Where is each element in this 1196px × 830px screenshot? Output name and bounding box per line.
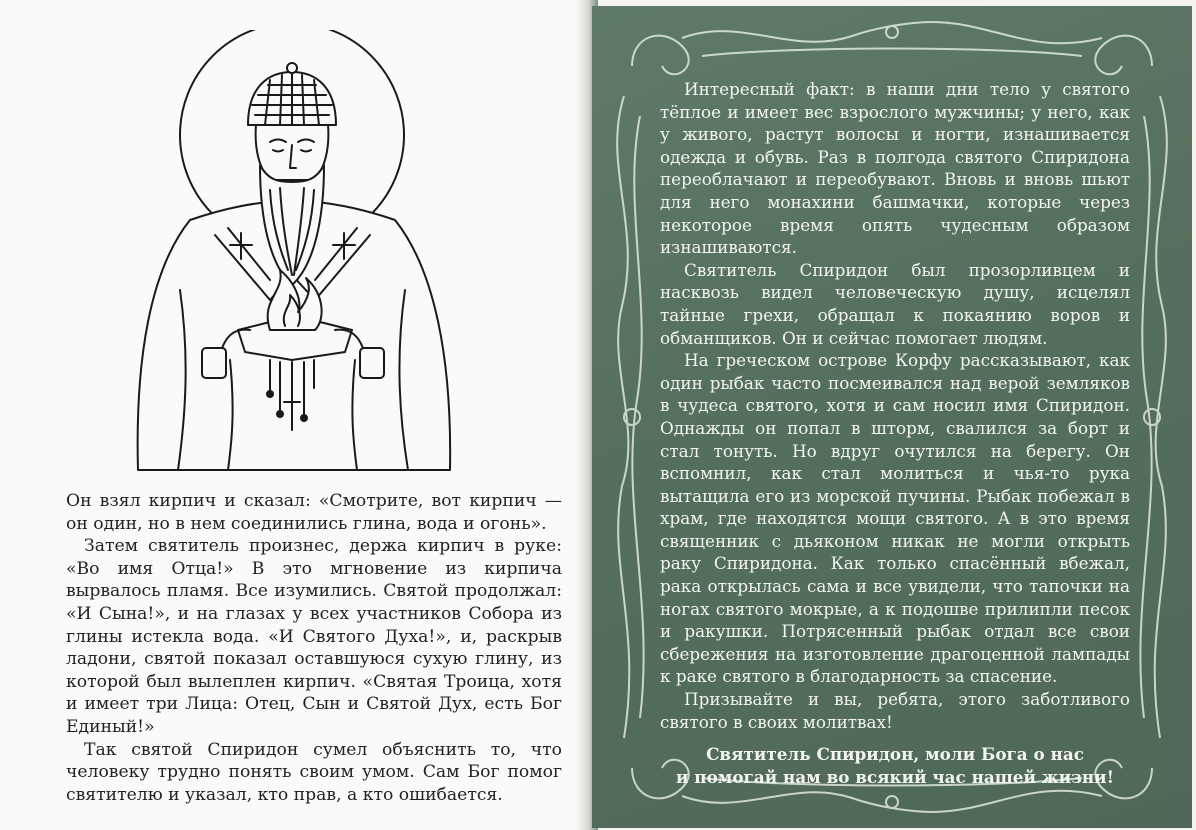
right-paragraph: Призывайте и вы, ребята, этого заботливого святого в своих молитвах! [660,689,1130,732]
prayer [660,743,1130,789]
prayer-line: Святитель Спиридон, моли Бога о нас [706,744,1084,765]
right-page [592,6,1192,828]
prayer-line: и помогай нам во всякий час нашей жизни! [676,767,1114,788]
left-page [0,0,588,830]
left-paragraph: Так святой Спиридон сумел объяснить то, что человеку трудно понять своим умом. Сам Бог помог святителю и указал, кто прав, а кто ошибается. [66,739,562,805]
right-paragraph: Святитель Спиридон был прозорливцем и насквозь видел человеческую душу, исцелял тайные грехи, обращал к покаянию воров и обманщиков. Он и сейчас помогает людям. [660,259,1130,348]
right-page-text [660,78,1130,789]
left-page-text [66,490,562,806]
left-paragraph: Он взял кирпич и сказал: «Смотрите, вот кирпич — он один, но в нем соединились глина, вода и огонь». [66,491,562,534]
right-paragraph: На греческом острове Корфу рассказывают, как один рыбак часто посмеивался над верой земляков в чудеса святого, хотя и сам носил имя Спиридон. Однажды он попал в шторм, свалился за борт и стал тонуть. Но вдруг очутился на берегу. Он вспомнил, как стал молиться и чья-то рука вытащила его из морской пучины. Рыбак побежал в храм, где находятся мощи святого. А в это время священник с дьяконом никак не могли открыть раку Спиридона. Как только спасённый вбежал, рака открылась сама и все увидели, что тапочки на ногах святого мокрые, а к подошве прилипли песок и ракушки. Потрясенный рыбак отдал все свои сбережения на изготовление драгоценной лампады к раке святого в благодарность за спасение. [660,350,1130,687]
saint-illustration [120,30,465,475]
left-paragraph: Затем святитель произнес, держа кирпич в руке: «Во имя Отца!» В это мгновение из кирпича вырвалось пламя. Все изумились. Святой продолжал: «И Сына!», и на глазах у всех участников Собора из глины истекла вода. «И Святого Духа!», и, раскрыв ладони, святой показал оставшуюся сухую глину, из которой был вылеплен кирпич. «Святая Троица, хотя и имеет три Лица: Отец, Сын и Святой Дух, есть Бог Единый!» [66,536,562,737]
right-paragraph: Интересный факт: в наши дни тело у святого тёплое и имеет вес взрослого мужчины; у него, как у живого, растут волосы и ногти, изнашивается одежда и обувь. Раз в полгода святого Спиридона переоблачают и переобувают. Вновь и вновь шьют для него монахини башмачки, которые через некоторое время опять чудесным образом изнашиваются. [660,79,1130,258]
